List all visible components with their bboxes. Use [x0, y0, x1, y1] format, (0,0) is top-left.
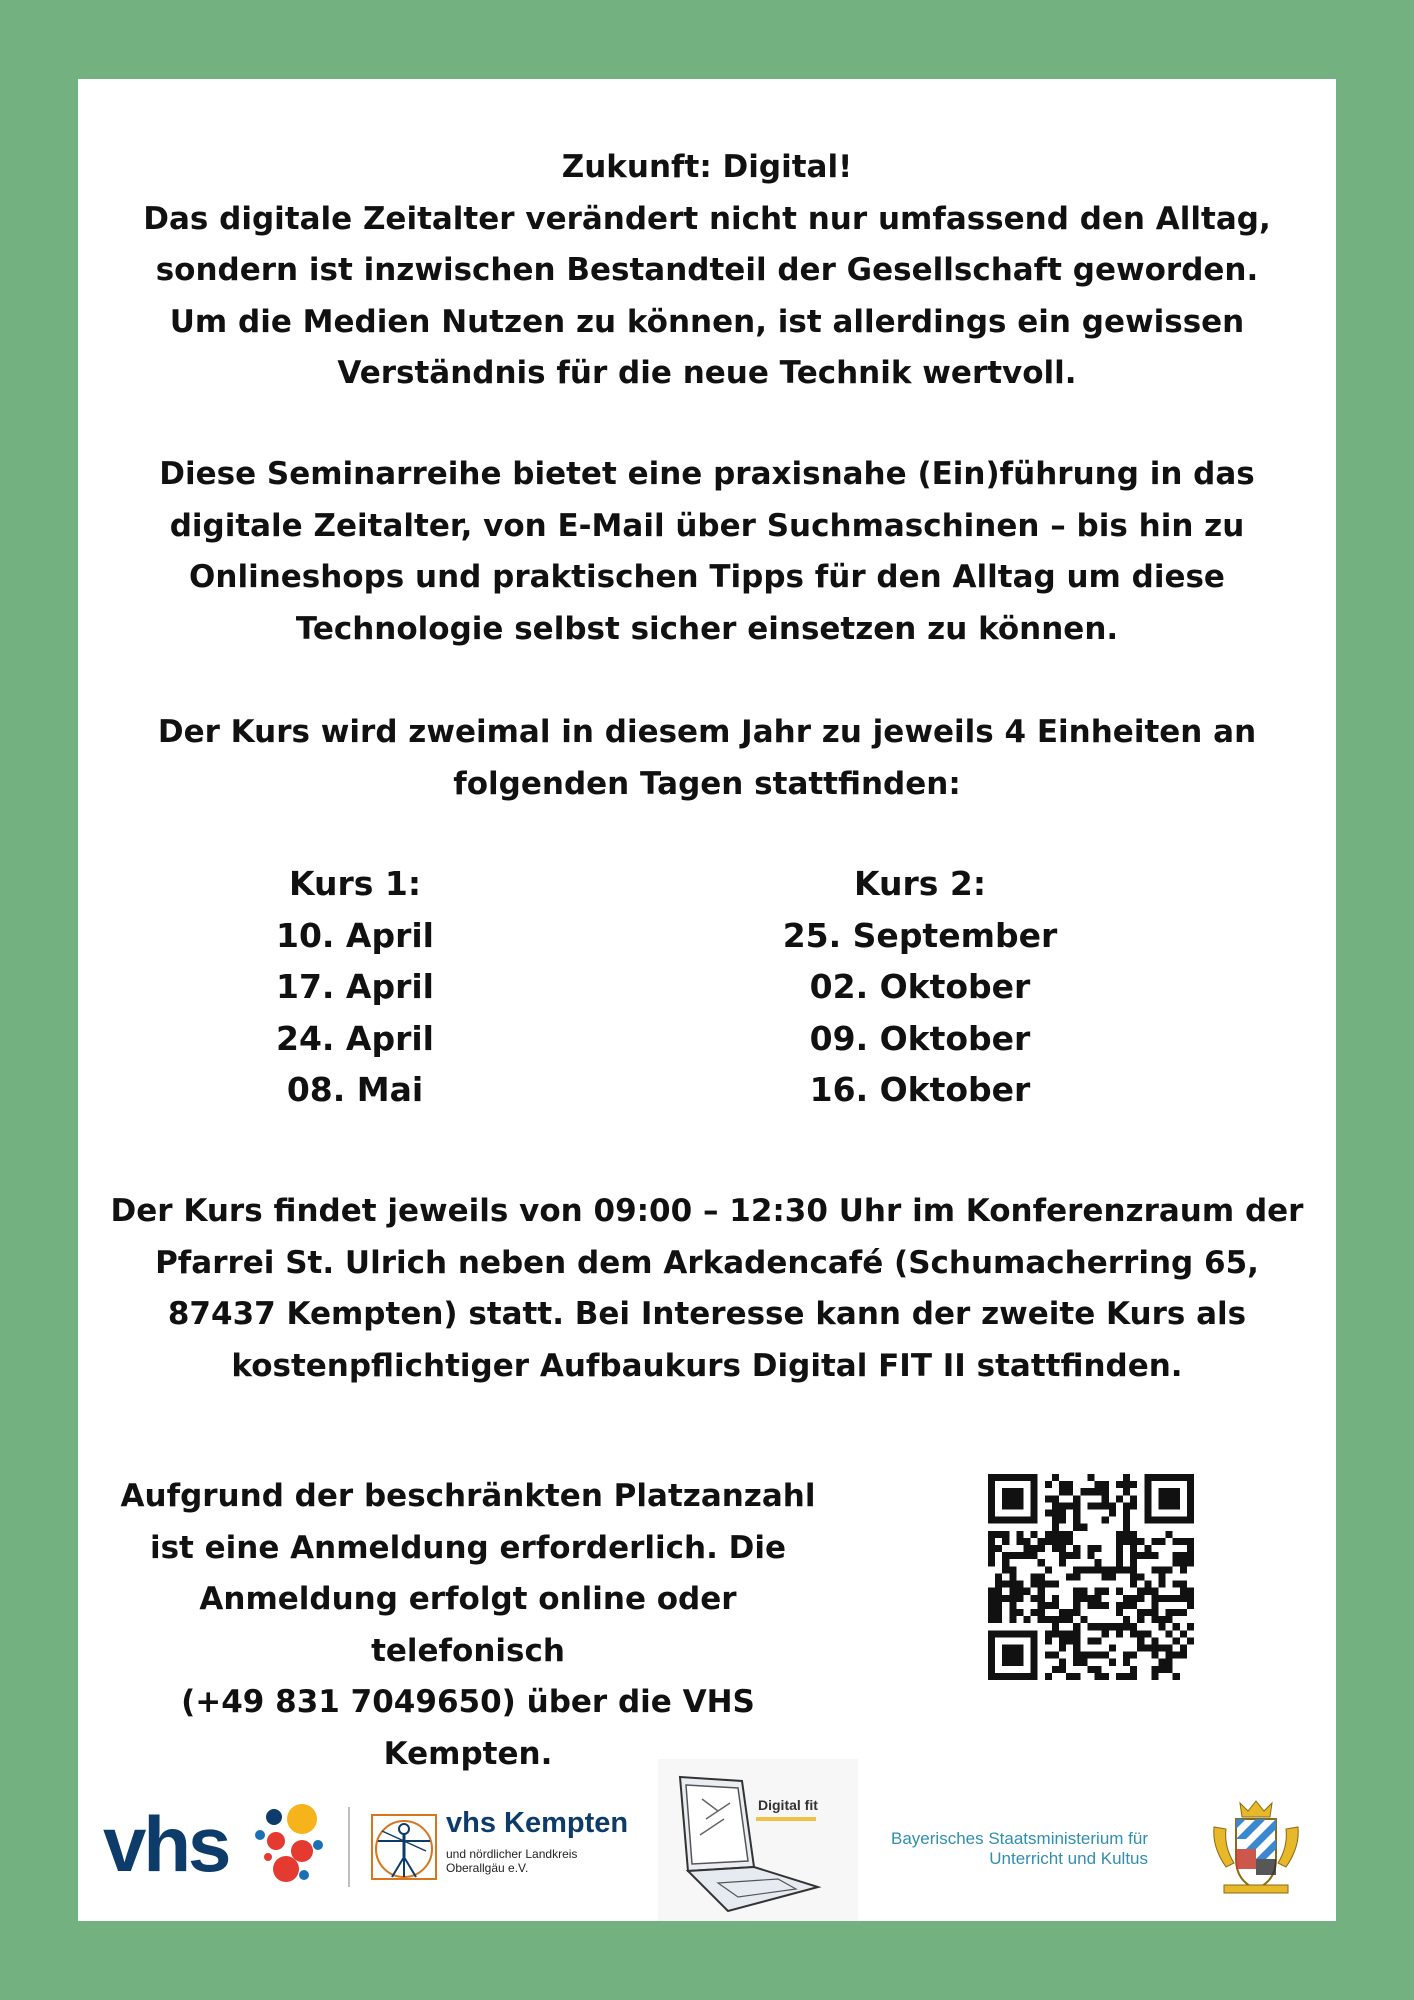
- vhs-dots-icon: [238, 1799, 333, 1899]
- bavarian-crest-icon: [1206, 1797, 1306, 1897]
- seminar-line: Diese Seminarreihe bietet eine praxisnahe (Ein)führung in das: [159, 456, 1255, 492]
- schedule-intro-line: Der Kurs wird zweimal in diesem Jahr zu jeweils 4 Einheiten an: [157, 714, 1257, 750]
- seminar-paragraph: [78, 449, 1336, 655]
- registration-line: Aufgrund der beschränkten Platzanzahl: [120, 1478, 816, 1514]
- schedule-intro-line: folgenden Tagen stattfinden:: [453, 765, 961, 802]
- course-1-title: Kurs 1:: [288, 864, 422, 903]
- course-1-date: 08. Mai: [286, 1070, 424, 1109]
- intro-paragraph: [78, 142, 1336, 400]
- ministry-logo-text: [868, 1829, 1148, 1869]
- registration-line: Anmeldung erfolgt online oder telefonisch: [199, 1581, 737, 1669]
- intro-line: Verständnis für die neue Technik wertvoll.: [337, 355, 1077, 391]
- digital-fit-label: Digital fit: [758, 1797, 818, 1813]
- intro-line: Um die Medien Nutzen zu können, ist allerdings ein gewissen: [169, 303, 1245, 340]
- location-line: kostenpflichtiger Aufbaukurs Digital FIT II stattfinden.: [231, 1347, 1183, 1384]
- schedule-intro-paragraph: [78, 707, 1336, 810]
- footer-logos: [78, 1759, 1336, 1921]
- course-2-date: 02. Oktober: [809, 967, 1031, 1006]
- seminar-line: Technologie selbst sicher einsetzen zu können.: [295, 610, 1119, 647]
- registration-line: ist eine Anmeldung erforderlich. Die: [149, 1529, 787, 1566]
- course-2-column: [770, 858, 1070, 1116]
- location-line: Pfarrei St. Ulrich neben dem Arkadencafé (Schumacherring 65,: [155, 1244, 1259, 1281]
- laptop-icon: [658, 1759, 858, 1921]
- logo-divider: [348, 1807, 350, 1887]
- flyer-title: Zukunft: Digital!: [561, 149, 853, 185]
- course-2-date: 09. Oktober: [809, 1018, 1031, 1058]
- vhs-logo-wordmark: vhs: [103, 1800, 229, 1888]
- vhs-kempten-title: vhs Kempten: [446, 1807, 629, 1839]
- course-1-date: 17. April: [275, 967, 434, 1006]
- intro-line: Das digitale Zeitalter verändert nicht nur umfassend den Alltag,: [143, 200, 1271, 237]
- location-line: Der Kurs findet jeweils von 09:00 – 12:30 Uhr im Konferenzraum der: [110, 1193, 1304, 1229]
- vhs-kempten-logo: [368, 1805, 668, 1895]
- ministry-line: Unterricht und Kultus: [989, 1849, 1148, 1868]
- course-1-column: [220, 858, 490, 1116]
- vitruvian-man-icon: [368, 1811, 440, 1883]
- registration-paragraph: [118, 1471, 818, 1780]
- course-1-date: 24. April: [275, 1018, 434, 1058]
- registration-line: (+49 831 7049650) über die VHS Kempten.: [181, 1684, 755, 1772]
- course-2-date: 16. Oktober: [809, 1070, 1031, 1109]
- ministry-line: Bayerisches Staatsministerium für: [891, 1829, 1148, 1848]
- course-2-title: Kurs 2:: [853, 864, 987, 903]
- registration-qr-code[interactable]: [988, 1474, 1194, 1680]
- digital-fit-logo: [658, 1759, 858, 1921]
- flyer-page: [78, 79, 1336, 1921]
- course-2-date: 25. September: [782, 915, 1058, 955]
- vhs-logo: [103, 1799, 323, 1899]
- seminar-line: Onlineshops und praktischen Tipps für den Alltag um diese: [189, 559, 1225, 595]
- vhs-kempten-subtitle: und nördlicher Landkreis Oberallgäu e.V.: [446, 1847, 578, 1875]
- location-paragraph: [78, 1186, 1336, 1392]
- seminar-line: digitale Zeitalter, von E-Mail über Suchmaschinen – bis hin zu: [169, 507, 1245, 544]
- course-1-date: 10. April: [275, 915, 434, 955]
- intro-line: sondern ist inzwischen Bestandteil der Gesellschaft geworden.: [155, 252, 1259, 288]
- location-line: 87437 Kempten) statt. Bei Interesse kann der zweite Kurs als: [167, 1296, 1247, 1332]
